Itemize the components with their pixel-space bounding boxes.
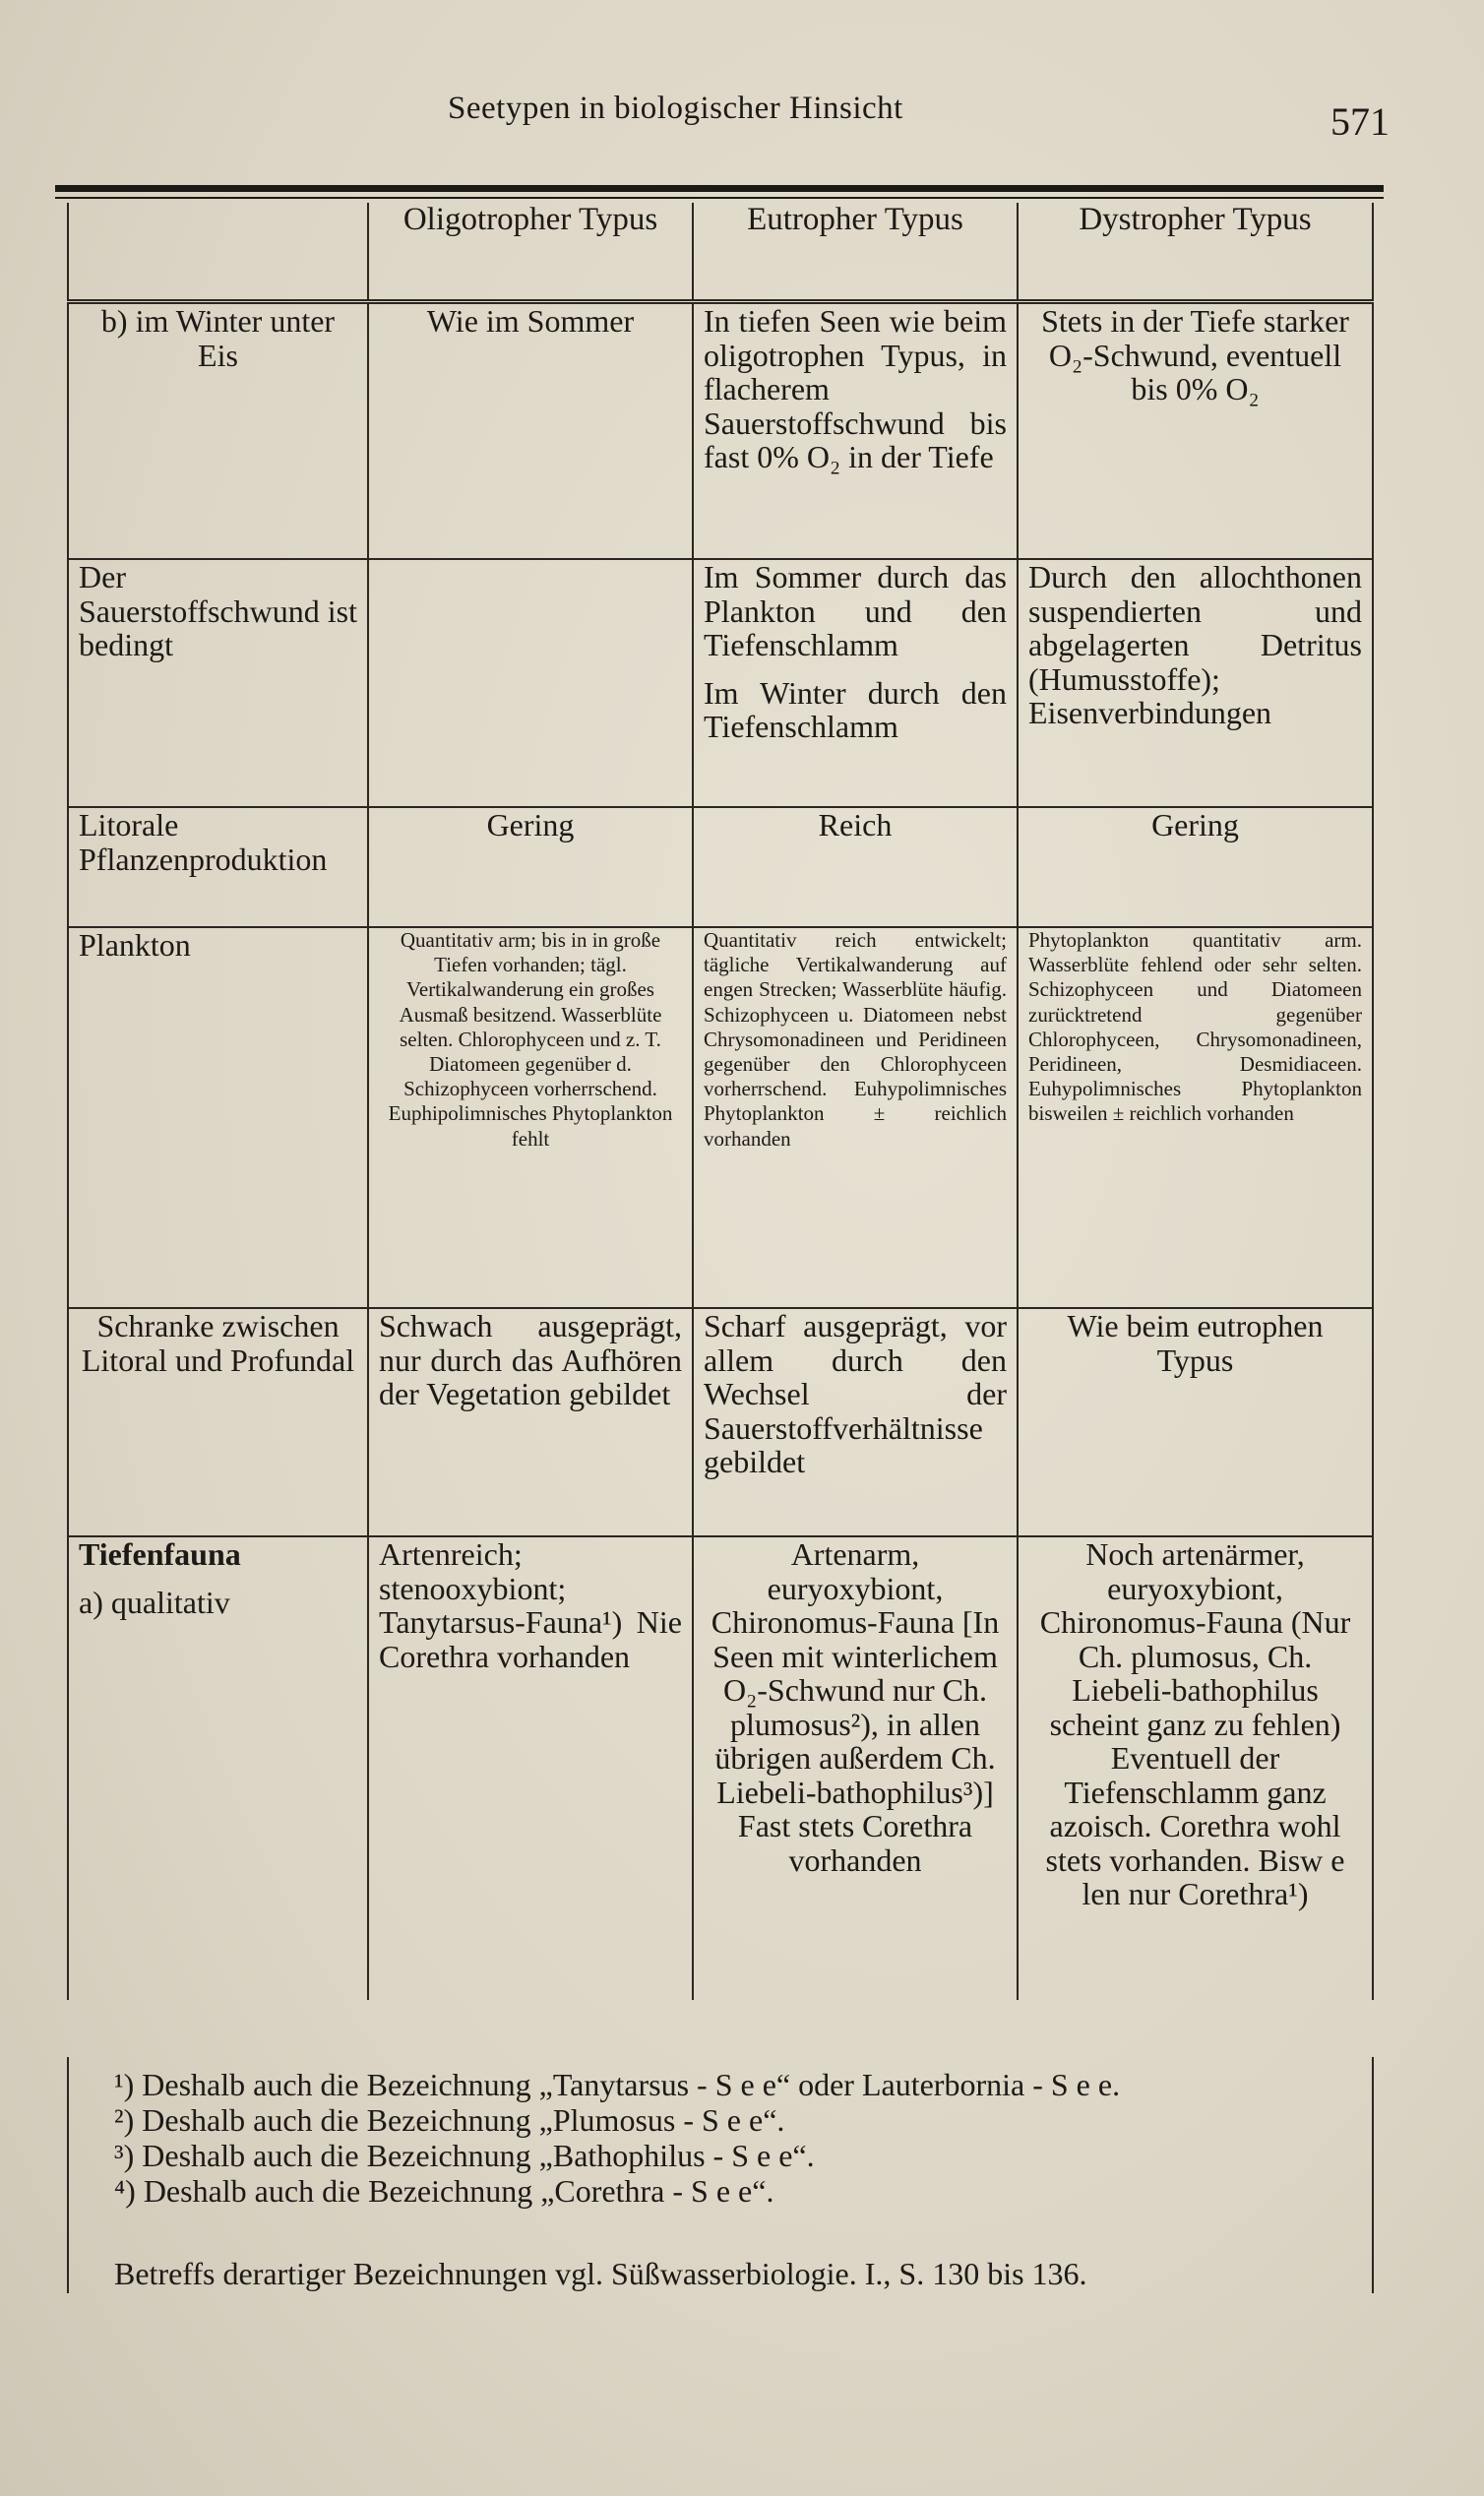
top-rule-thick <box>55 185 1384 192</box>
table-row <box>68 1536 1373 2000</box>
column-header-oligotroph: Oligotropher Typus <box>368 203 693 302</box>
lake-type-table <box>67 203 1374 2000</box>
cell-oligotroph <box>368 559 693 807</box>
cell-oligotroph: Quantitativ arm; bis in in große Tiefen vorhanden; tägl. Vertikalwanderung ein großes Ausmaß besitzend. Wasserblüte selten. Chlorophyceen und z. T. Diatomeen gegenüber d. Schizophyceen vorherrschend. Euphipolimnisches Phytoplankton fehlt <box>368 927 693 1308</box>
footnote-4: ⁴) Deshalb auch die Bezeichnung „Corethra - S e e“. <box>114 2173 774 2209</box>
cell-oligotroph: Gering <box>368 807 693 927</box>
cell-spacer <box>704 662 1007 676</box>
top-rule-thin <box>55 197 1384 199</box>
footnote-2: ²) Deshalb auch die Bezeichnung „Plumosus - S e e“. <box>114 2102 785 2138</box>
row-label: b) im Winter unter Eis <box>68 302 368 560</box>
cell-dystroph: Stets in der Tiefe starker O₂-Schwund, eventuell bis 0% O₂ <box>1018 302 1373 560</box>
column-header-eutroph: Eutropher Typus <box>693 203 1018 302</box>
table-row <box>68 807 1373 927</box>
row-label: Schranke zwischen Litoral und Profundal <box>68 1308 368 1536</box>
cell-eutroph-winter: Im Winter durch den Tiefenschlamm <box>704 674 1007 745</box>
cell-eutroph: Quantitativ reich entwickelt; tägliche Vertikalwanderung auf engen Strecken; Wasserblüte häufig. Schizophyceen u. Diatomeen nebst Chrysomonadineen und Peridineen gegenüber den Chlorophyceen vorherrschend. Euhypolimnisches Phytoplankton ± reichlich vorhanden <box>693 927 1018 1308</box>
cell-eutroph: Reich <box>693 807 1018 927</box>
table-border-left <box>67 2057 69 2293</box>
cell-dystroph: Noch artenärmer, euryoxybiont, Chironomus-Fauna (Nur Ch. plumosus, Ch. Liebeli-bathophilus scheint ganz zu fehlen) Eventuell der Tiefenschlamm ganz azoisch. Corethra wohl stets vorhanden. Bisw e len nur Corethra¹) <box>1018 1536 1373 2000</box>
cell-eutroph: Artenarm, euryoxybiont, Chironomus-Fauna [In Seen mit winterlichem O₂-Schwund nur Ch. plumosus²), in allen übrigen außerdem Ch. Liebeli-bathophilus³)] Fast stets Corethra vorhanden <box>693 1536 1018 2000</box>
cell-oligotroph: Artenreich; stenooxybiont; Tanytarsus-Fauna¹) Nie Corethra vorhanden <box>368 1536 693 2000</box>
row-label: Plankton <box>68 927 368 1308</box>
row-label: Der Sauerstoffschwund ist bedingt <box>68 559 368 807</box>
footnote-1: ¹) Deshalb auch die Bezeichnung „Tanytarsus - S e e“ oder Lauterbornia - S e e. <box>114 2067 1121 2102</box>
row-label <box>68 1536 368 2000</box>
cell-dystroph: Phytoplankton quantitativ arm. Wasserblüte fehlend oder sehr selten. Schizophyceen und Diatomeen zurücktretend gegenüber Chlorophyceen, Chrysomonadineen, Peridineen, Desmidiaceen. Euhypolimnisches Phytoplankton bisweilen ± reichlich vorhanden <box>1018 927 1373 1308</box>
cell-eutroph: In tiefen Seen wie beim oligotrophen Typus, in flacherem Sauerstoffschwund bis fast 0% O₂ in der Tiefe <box>693 302 1018 560</box>
cell-dystroph: Wie beim eutrophen Typus <box>1018 1308 1373 1536</box>
cell-eutroph-summer: Im Sommer durch das Plankton und den Tiefenschlamm <box>704 559 1007 663</box>
row-label-main: Tiefenfauna <box>79 1536 241 1572</box>
closing-note: Betreffs derartiger Bezeichnungen vgl. Süßwasserbiologie. I., S. 130 bis 136. <box>114 2256 1087 2291</box>
table-row <box>68 302 1373 560</box>
table-row <box>68 927 1373 1308</box>
table-row <box>68 559 1373 807</box>
cell-dystroph: Gering <box>1018 807 1373 927</box>
page-number: 571 <box>1330 99 1390 144</box>
cell-eutroph <box>693 559 1018 807</box>
cell-spacer <box>79 1572 357 1586</box>
cell-oligotroph: Wie im Sommer <box>368 302 693 560</box>
table-header-row <box>68 203 1373 302</box>
column-header-label <box>68 203 368 302</box>
row-label-sub: a) qualitativ <box>79 1584 230 1620</box>
cell-dystroph: Durch den allochthonen suspendierten und abgelagerten Detritus (Humusstoffe); Eisenverbindungen <box>1018 559 1373 807</box>
cell-eutroph: Scharf ausgeprägt, vor allem durch den Wechsel der Sauerstoffverhältnisse gebildet <box>693 1308 1018 1536</box>
footnotes <box>114 2067 1334 2209</box>
row-label: Litorale Pflanzenproduktion <box>68 807 368 927</box>
footnote-3: ³) Deshalb auch die Bezeichnung „Bathophilus - S e e“. <box>114 2138 815 2173</box>
cell-oligotroph: Schwach ausgeprägt, nur durch das Aufhören der Vegetation gebildet <box>368 1308 693 1536</box>
table-row <box>68 1308 1373 1536</box>
column-header-dystroph: Dystropher Typus <box>1018 203 1373 302</box>
running-title: Seetypen in biologischer Hinsicht <box>448 91 903 126</box>
